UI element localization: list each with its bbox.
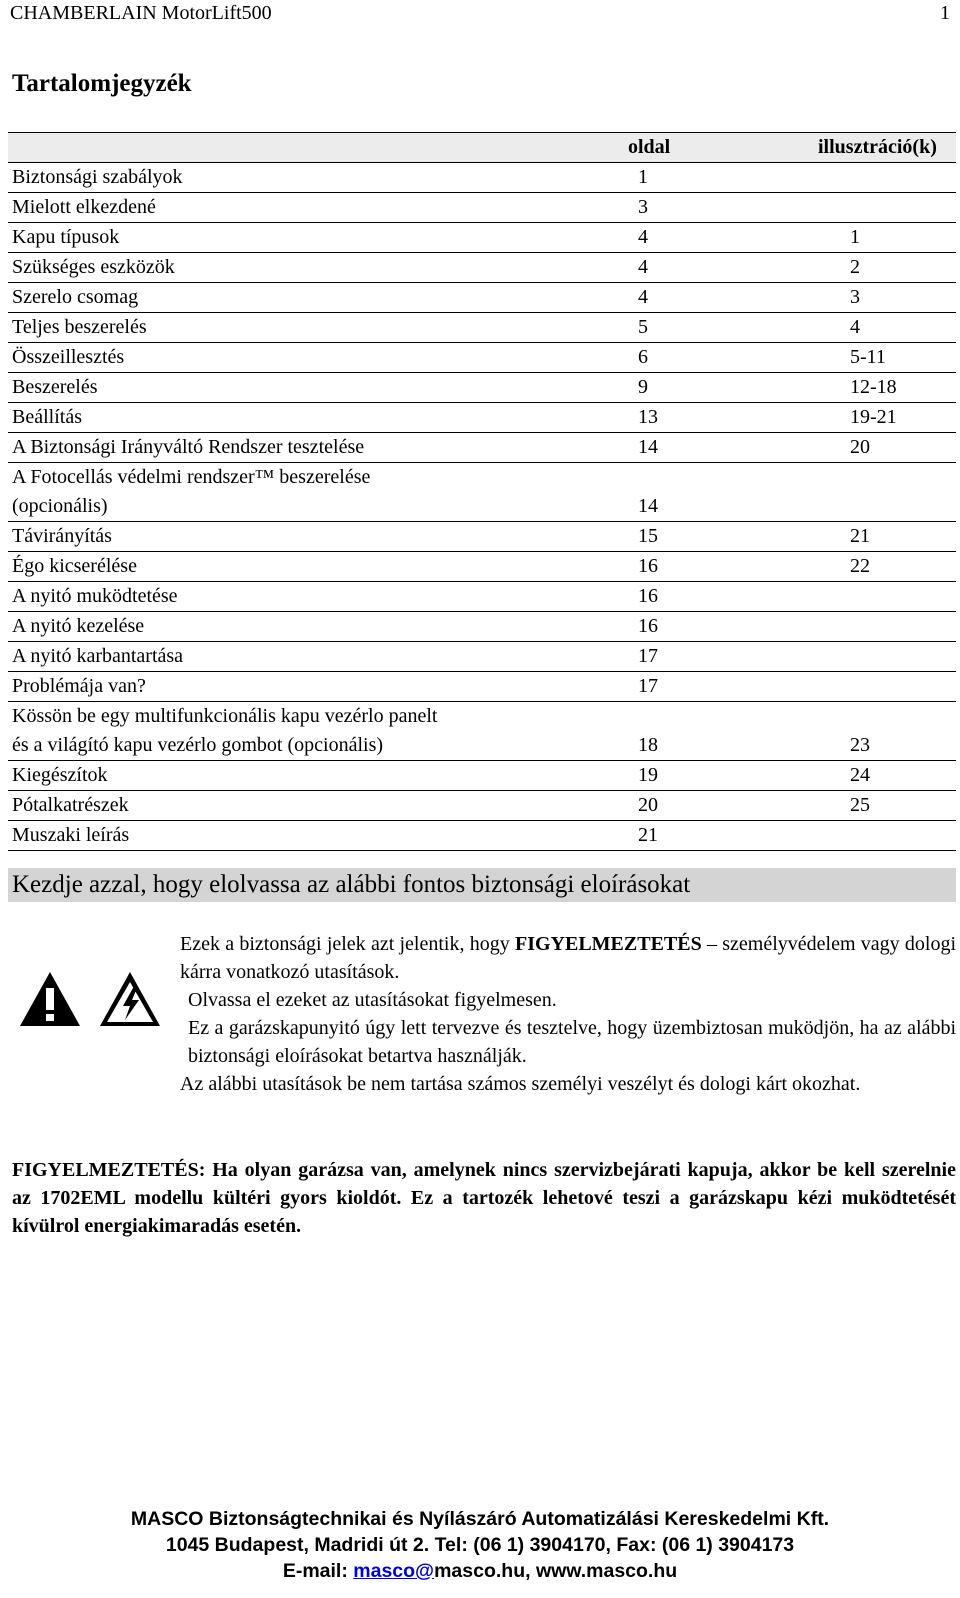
toc-row <box>8 672 956 702</box>
toc-entry-title: A nyitó muködtetése <box>8 582 612 612</box>
toc-illustration <box>758 612 956 642</box>
toc-entry-title: Mielott elkezdené <box>8 193 612 223</box>
toc-row <box>8 463 956 522</box>
toc-column-header: illusztráció(k) <box>758 133 956 163</box>
toc-page-number: 14 <box>612 433 758 463</box>
toc-row <box>8 642 956 672</box>
design-note-text: Ez a garázskapunyitó úgy lett tervezve és tesztelve, hogy üzembiztosan muködjön, ha az alábbi biztonsági eloírásokat betartva használják. <box>188 1017 956 1067</box>
warning-paragraph: FIGYELMEZTETÉS: Ha olyan garázsa van, amelynek nincs szervizbejárati kapuja, akkor be kell szerelnie az 1702EML modellu kültéri gyors kioldót. Ez a tartozék lehetové teszi a garázskapu kézi muködtetését kívülrol energiakimaradás esetén. <box>12 1159 956 1237</box>
toc-illustration: 3 <box>758 283 956 313</box>
toc-page-number: 13 <box>612 403 758 433</box>
toc-illustration <box>758 821 956 851</box>
toc-page-number: 17 <box>612 672 758 702</box>
safety-intro-paragraph: Ezek a biztonsági jelek azt jelentik, hogy FIGYELMEZTETÉS – személyvédelem vagy dologi kárra vonatkozó utasítások. <box>180 933 956 983</box>
document-title: CHAMBERLAIN MotorLift500 <box>10 2 272 24</box>
toc-page-number: 16 <box>612 582 758 612</box>
toc-illustration <box>758 463 956 522</box>
electric-hazard-icon <box>98 970 162 1028</box>
toc-column-header: oldal <box>612 133 758 163</box>
toc-illustration <box>758 582 956 612</box>
toc-row <box>8 791 956 821</box>
toc-row <box>8 821 956 851</box>
toc-row <box>8 582 956 612</box>
toc-row <box>8 522 956 552</box>
toc-entry-title: Égo kicserélése <box>8 552 612 582</box>
toc-page-number: 16 <box>612 612 758 642</box>
toc-page-number: 5 <box>612 313 758 343</box>
toc-illustration <box>758 163 956 193</box>
toc-page-number: 15 <box>612 522 758 552</box>
toc-page-number: 21 <box>612 821 758 851</box>
toc-page-number: 9 <box>612 373 758 403</box>
toc-row <box>8 193 956 223</box>
toc-row <box>8 761 956 791</box>
toc-page-number: 4 <box>612 283 758 313</box>
toc-illustration: 24 <box>758 761 956 791</box>
toc-row <box>8 283 956 313</box>
toc-illustration: 19-21 <box>758 403 956 433</box>
toc-entry-title: Muszaki leírás <box>8 821 612 851</box>
toc-row <box>8 433 956 463</box>
toc-illustration: 1 <box>758 223 956 253</box>
toc-illustration: 22 <box>758 552 956 582</box>
toc-illustration <box>758 642 956 672</box>
toc-page-number: 16 <box>612 552 758 582</box>
toc-row <box>8 163 956 193</box>
toc-illustration <box>758 193 956 223</box>
toc-illustration: 4 <box>758 313 956 343</box>
toc-column-header <box>8 133 612 163</box>
toc-entry-title: A Fotocellás védelmi rendszer™ beszerelése (opcionális) <box>8 463 612 522</box>
toc-page-number: 17 <box>612 642 758 672</box>
safety-heading: Kezdje azzal, hogy elolvassa az alábbi fontos biztonsági eloírásokat <box>8 868 956 902</box>
warning-keyword: FIGYELMEZTETÉS <box>515 933 702 955</box>
toc-page-number: 1 <box>612 163 758 193</box>
toc-entry-title: A nyitó karbantartása <box>8 642 612 672</box>
read-carefully-text: Olvassa el ezeket az utasításokat figyelmesen. <box>188 989 557 1011</box>
toc-illustration: 2 <box>758 253 956 283</box>
toc-entry-title: Problémája van? <box>8 672 612 702</box>
toc-illustration: 21 <box>758 522 956 552</box>
toc-page-number: 20 <box>612 791 758 821</box>
toc-page-number: 3 <box>612 193 758 223</box>
safety-icons <box>18 970 162 1028</box>
toc-entry-title: Kiegészítok <box>8 761 612 791</box>
consequence-text: Az alábbi utasítások be nem tartása számos személyi veszélyt és dologi kárt okozhat. <box>180 1073 861 1095</box>
toc-header-row <box>8 133 956 163</box>
toc-page-number: 4 <box>612 253 758 283</box>
toc-row <box>8 373 956 403</box>
toc-entry-title: A Biztonsági Irányváltó Rendszer tesztelése <box>8 433 612 463</box>
toc-row <box>8 223 956 253</box>
company-contact: E-mail: masco@masco.hu, www.masco.hu <box>282 1560 678 1582</box>
toc-entry-title: Távirányítás <box>8 522 612 552</box>
toc-illustration: 12-18 <box>758 373 956 403</box>
page-number: 1 <box>940 2 950 24</box>
toc-row <box>8 702 956 761</box>
safety-intro <box>180 930 956 1098</box>
toc-row <box>8 253 956 283</box>
toc-row <box>8 552 956 582</box>
toc-entry-title: Kapu típusok <box>8 223 612 253</box>
toc-page-number: 6 <box>612 343 758 373</box>
toc-table <box>8 132 956 851</box>
toc-entry-title: Szükséges eszközök <box>8 253 612 283</box>
toc-illustration: 25 <box>758 791 956 821</box>
toc-entry-title: Beállítás <box>8 403 612 433</box>
toc-page-number: 4 <box>612 223 758 253</box>
toc-page-number: 18 <box>612 702 758 761</box>
toc-entry-title: A nyitó kezelése <box>8 612 612 642</box>
toc-illustration: 5-11 <box>758 343 956 373</box>
toc-entry-title: Biztonsági szabályok <box>8 163 612 193</box>
toc-illustration <box>758 672 956 702</box>
toc-entry-title: Teljes beszerelés <box>8 313 612 343</box>
warning-triangle-icon <box>18 970 82 1028</box>
toc-entry-title: Összeillesztés <box>8 343 612 373</box>
toc-title: Tartalomjegyzék <box>12 70 192 97</box>
toc-illustration: 20 <box>758 433 956 463</box>
page-footer <box>0 1506 960 1584</box>
toc-entry-title: Beszerelés <box>8 373 612 403</box>
toc-illustration: 23 <box>758 702 956 761</box>
email-link[interactable]: masco@ <box>353 1560 435 1582</box>
toc-entry-title: Szerelo csomag <box>8 283 612 313</box>
toc-row <box>8 313 956 343</box>
page-header <box>10 0 950 26</box>
toc-page-number: 19 <box>612 761 758 791</box>
toc-row <box>8 403 956 433</box>
toc-entry-title: Kössön be egy multifunkcionális kapu vezérlo panelt és a világító kapu vezérlo gombot (opcionális) <box>8 702 612 761</box>
company-name: MASCO Biztonságtechnikai és Nyílászáró Automatizálási Kereskedelmi Kft. <box>130 1508 830 1530</box>
toc-entry-title: Pótalkatrészek <box>8 791 612 821</box>
company-address: 1045 Budapest, Madridi út 2. Tel: (06 1) 3904170, Fax: (06 1) 3904173 <box>165 1534 795 1556</box>
toc-row <box>8 343 956 373</box>
toc-page-number: 14 <box>612 463 758 522</box>
toc-row <box>8 612 956 642</box>
